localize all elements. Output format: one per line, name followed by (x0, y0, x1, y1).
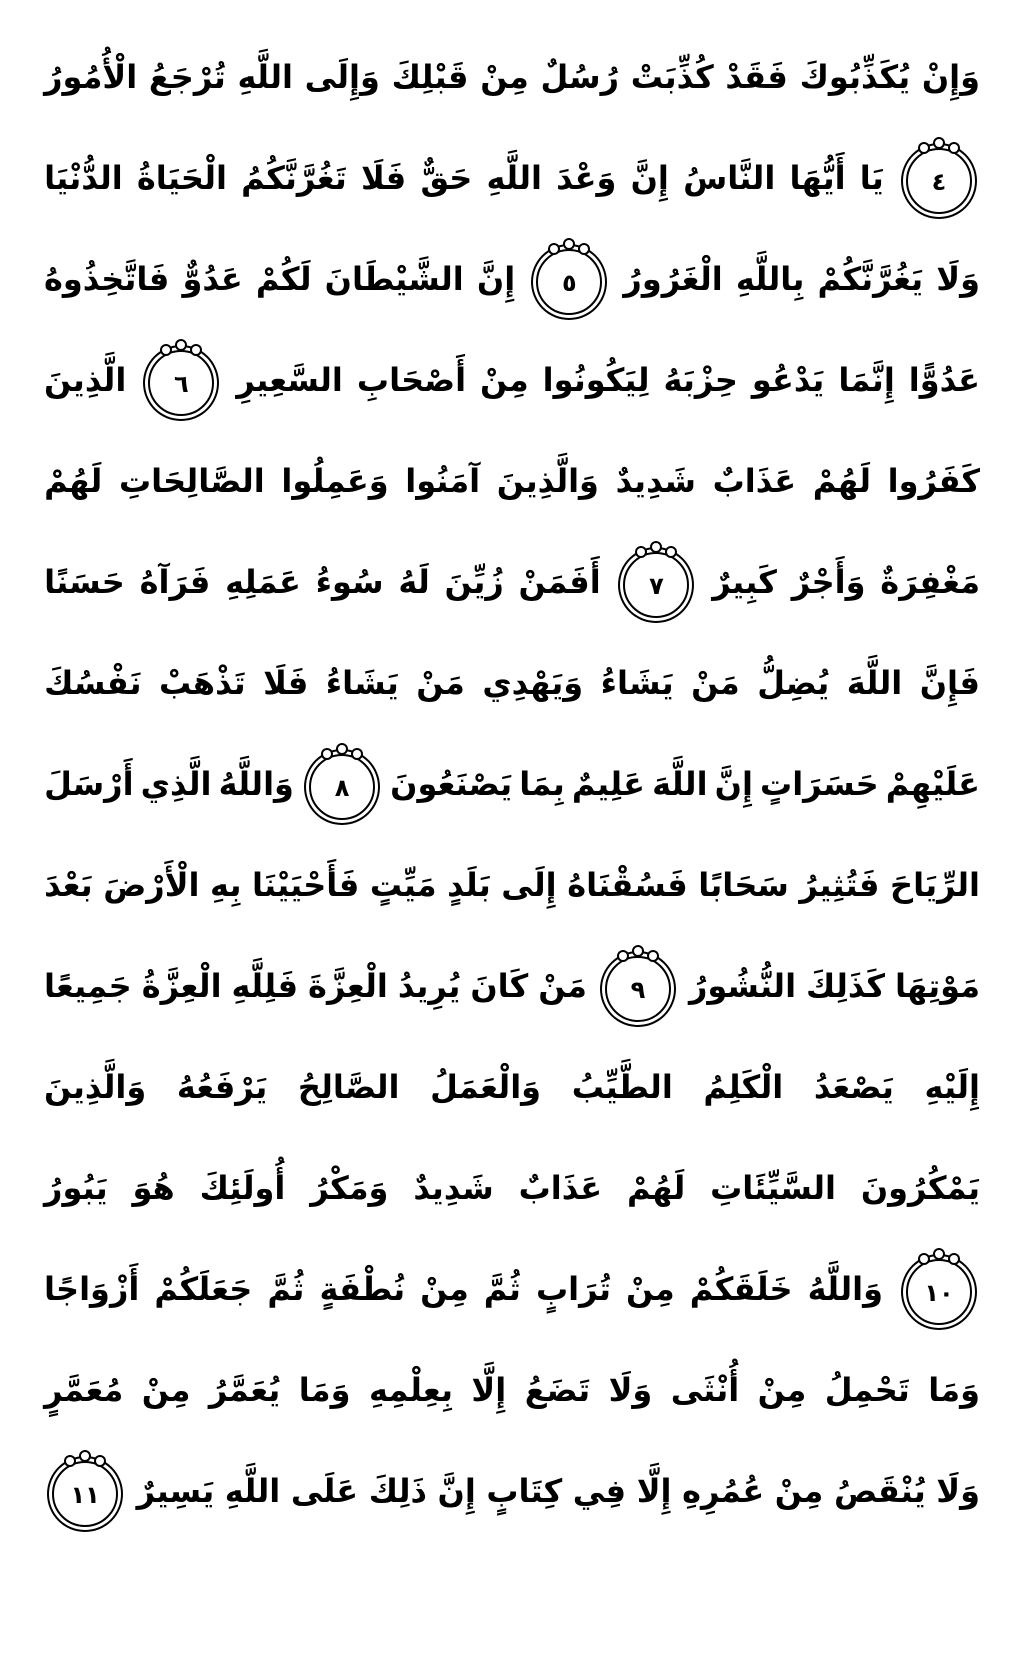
ayah-number: ٤ (931, 167, 947, 196)
quran-word: عُمُرِهِ (682, 1471, 765, 1510)
quran-word: الرِّيَاحَ (890, 865, 980, 904)
quran-word: كَذَلِكَ (806, 966, 885, 1005)
ayah-end-marker (906, 148, 972, 214)
quran-word: يَغُرَّنَّكُمْ (817, 259, 924, 298)
quran-word: وَمَا (298, 1370, 351, 1409)
quran-word: لَكُمْ (255, 259, 312, 298)
quran-word: كَانَ (470, 966, 529, 1005)
quran-word: فَأَحْيَيْنَا (252, 865, 360, 904)
quran-word: الَّذِينَ (44, 360, 127, 399)
quran-word: رُسُلٌ (540, 57, 619, 96)
text-line (44, 430, 980, 531)
quran-word: اللَّهَ (652, 764, 708, 803)
quran-word: إِلَّا (636, 1471, 672, 1510)
quran-word: يُضِلُّ (757, 663, 830, 702)
quran-word: عَدُوًّا (908, 360, 980, 399)
quran-word: إِلَى (501, 865, 557, 904)
quran-word: نُطْفَةٍ (319, 1269, 406, 1308)
quran-word: عَلَى (290, 1471, 359, 1510)
quran-word: سُوءُ (315, 562, 384, 601)
quran-word: وَالَّذِينَ (496, 461, 599, 500)
quran-word: اللَّهِ (486, 158, 542, 197)
quran-word: لَهُمْ (812, 461, 871, 500)
quran-word: وَاللَّهُ (807, 1269, 883, 1308)
quran-word: وَمَكْرُ (310, 1168, 389, 1207)
quran-word: مِنْ (141, 1370, 191, 1409)
quran-word: وَلَا (608, 1370, 653, 1409)
quran-word: تَحْمِلُ (824, 1370, 910, 1409)
quran-word: يَسِيرٌ (136, 1471, 215, 1510)
ayah-number: ٧ (649, 571, 664, 600)
quran-word: يَدْعُو (751, 360, 825, 399)
quran-word: نَفْسُكَ (44, 663, 142, 702)
quran-word: ثُمَّ (483, 1269, 521, 1308)
quran-word: إِلَيْهِ (924, 1067, 980, 1106)
quran-word: يَمْكُرُونَ (860, 1168, 980, 1207)
quran-word: النَّاسُ (683, 158, 776, 197)
quran-word: أَرْسَلَ (44, 764, 134, 803)
quran-word: تُرَابٍ (535, 1269, 611, 1308)
quran-word: إِنَّ (476, 259, 516, 298)
quran-word: يَا (859, 158, 884, 197)
quran-word: مَيِّتٍ (369, 865, 437, 904)
quran-word: لَهُ (398, 562, 430, 601)
quran-word: فَاتَّخِذُوهُ (44, 259, 170, 298)
quran-word: عَدُوٌّ (182, 259, 243, 298)
text-line (44, 1137, 980, 1238)
quran-word: حَسَرَاتٍ (760, 764, 879, 803)
quran-word: فَقَدْ (725, 57, 788, 96)
quran-word: مَنْ (416, 663, 465, 702)
quran-word: زُيِّنَ (444, 562, 504, 601)
quran-word: خَلَقَكُمْ (689, 1269, 793, 1308)
quran-word: جَعَلَكُمْ (154, 1269, 253, 1308)
quran-word: إِنَّ (437, 1471, 476, 1510)
text-line (44, 1440, 980, 1541)
ayah-number: ٨ (334, 773, 350, 802)
quran-word: كَفَرُوا (887, 461, 980, 500)
quran-word: بِاللَّهِ (735, 259, 805, 298)
quran-word: وَلَا (936, 1471, 980, 1510)
quran-word: ثُمَّ (267, 1269, 305, 1308)
quran-word: أُولَئِكَ (199, 1168, 286, 1207)
text-line (44, 127, 980, 228)
quran-word: بِعِلْمِهِ (368, 1370, 453, 1409)
quran-word: يُعَمَّرُ (208, 1370, 281, 1409)
quran-word: الْعِزَّةَ (308, 966, 388, 1005)
quran-word: فَإِنَّ (919, 663, 980, 702)
ayah-end-marker (605, 956, 671, 1022)
text-line (44, 1339, 980, 1440)
quran-word: مِنْ (757, 1370, 807, 1409)
quran-word: اللَّهِ (224, 1471, 281, 1510)
quran-word: يَشَاءُ (325, 663, 399, 702)
quran-word: يُنْقَصُ (833, 1471, 926, 1510)
quran-word: يَبُورُ (44, 1168, 108, 1207)
quran-word: يُرِيدُ (397, 966, 461, 1005)
quran-word: عَمَلِهِ (225, 562, 301, 601)
ayah-number: ٥ (561, 268, 577, 297)
quran-word: لَهُمْ (626, 1168, 686, 1207)
quran-word: يَرْفَعُهُ (176, 1067, 268, 1106)
quran-word: وَالَّذِينَ (44, 1067, 147, 1106)
quran-word: مَنْ (691, 663, 740, 702)
quran-word: هُوَ (132, 1168, 175, 1207)
quran-word: إِنَّمَا (838, 360, 895, 399)
quran-word: فَلِلَّهِ (231, 966, 299, 1005)
quran-word: حَسَنًا (44, 562, 125, 601)
quran-word: فَرَآهُ (139, 562, 211, 601)
quran-word: فَلَا (361, 158, 407, 197)
quran-word: فِي (572, 1471, 627, 1510)
quran-word: بِهِ (210, 865, 242, 904)
quran-word: أُنْثَى (670, 1370, 740, 1409)
quran-word: الصَّالِحُ (297, 1067, 400, 1106)
quran-word: الْأَرْضَ (103, 865, 200, 904)
quran-word: مَغْفِرَةٌ (880, 562, 980, 601)
quran-word: عَلَيْهِمْ (885, 764, 980, 803)
quran-word: وَإِنْ (921, 57, 980, 96)
quran-word: وَلَا (936, 259, 980, 298)
quran-word: ذَلِكَ (368, 1471, 427, 1510)
ayah-number: ٦ (173, 369, 189, 398)
quran-word: الصَّالِحَاتِ (118, 461, 265, 500)
quran-word: قَبْلِكَ (391, 57, 469, 96)
text-line (44, 531, 980, 632)
quran-word: الشَّيْطَانَ (324, 259, 464, 298)
quran-word: فَلَا (263, 663, 309, 702)
quran-word: مِنْ (480, 360, 529, 399)
quran-word: أَفَمَنْ (518, 562, 601, 601)
text-line (44, 733, 980, 834)
quran-word: وَعْدَ (556, 158, 617, 197)
ayah-end-marker (148, 350, 214, 416)
quran-word: مِنْ (774, 1471, 824, 1510)
quran-word: يَصْنَعُونَ (390, 764, 513, 803)
quran-word: كُذِّبَتْ (630, 57, 714, 96)
text-line (44, 26, 980, 127)
quran-word: أَصْحَابِ (356, 360, 467, 399)
quran-word: بِمَا (519, 764, 565, 803)
quran-word: أَزْوَاجًا (44, 1269, 140, 1308)
quran-word: وَاللَّهُ (218, 764, 294, 803)
quran-word: تَغُرَّنَّكُمُ (241, 158, 347, 197)
text-line (44, 834, 980, 935)
quran-word: وَعَمِلُوا (281, 461, 389, 500)
quran-word: عَلِيمٌ (571, 764, 645, 803)
quran-word: اللَّهِ (237, 57, 293, 96)
quran-word: وَيَهْدِي (482, 663, 584, 702)
ayah-end-marker (309, 754, 375, 820)
ayah-end-marker (623, 552, 689, 618)
text-line (44, 228, 980, 329)
quran-word: الدُّنْيَا (44, 158, 123, 197)
text-block (44, 26, 980, 1541)
quran-word: حِزْبَهُ (663, 360, 738, 399)
quran-word: وَالْعَمَلُ (430, 1067, 542, 1106)
text-line (44, 1238, 980, 1339)
quran-word: شَدِيدٌ (615, 461, 697, 500)
quran-word: يَصْعَدُ (813, 1067, 894, 1106)
quran-word: السَّعِيرِ (236, 360, 343, 399)
quran-word: تَضَعُ (524, 1370, 591, 1409)
ayah-end-marker (536, 249, 602, 315)
quran-word: مِنْ (626, 1269, 675, 1308)
quran-word: وَأَجْرٌ (791, 562, 866, 601)
quran-word: تَذْهَبْ (159, 663, 246, 702)
quran-word: وَمَا (928, 1370, 980, 1409)
quran-word: حَقٌّ (420, 158, 473, 197)
ayah-end-marker (52, 1461, 118, 1527)
quran-word: إِنَّ (630, 158, 669, 197)
quran-word: مَوْتِهَا (894, 966, 980, 1005)
quran-word: جَمِيعًا (44, 966, 132, 1005)
quran-word: لَهُمْ (44, 461, 103, 500)
quran-word: عَذَابٌ (712, 461, 797, 500)
quran-word: مَنْ (538, 966, 587, 1005)
quran-word: النُّشُورُ (688, 966, 797, 1005)
text-line (44, 1036, 980, 1137)
quran-word: يُكَذِّبُوكَ (799, 57, 911, 96)
quran-word: الطَّيِّبُ (571, 1067, 673, 1106)
quran-word: سَحَابًا (698, 865, 789, 904)
quran-word: فَتُثِيرُ (799, 865, 880, 904)
quran-word: أَيُّهَا (789, 158, 846, 197)
text-line (44, 935, 980, 1036)
quran-word: وَإِلَى (304, 57, 380, 96)
quran-word: مُعَمَّرٍ (44, 1370, 124, 1409)
quran-word: الَّذِي (140, 764, 212, 803)
quran-word: الْحَيَاةُ (136, 158, 227, 197)
ayah-number: ١٠ (924, 1278, 954, 1307)
quran-word: شَدِيدٌ (413, 1168, 494, 1207)
quran-word: إِلَّا (471, 1370, 507, 1409)
quran-word: آمَنُوا (405, 461, 481, 500)
quran-word: لِيَكُونُوا (542, 360, 650, 399)
quran-word: مِنْ (480, 57, 529, 96)
quran-word: فَسُقْنَاهُ (567, 865, 688, 904)
text-line (44, 632, 980, 733)
quran-word: بَلَدٍ (447, 865, 491, 904)
ayah-end-marker (906, 1259, 972, 1325)
text-line (44, 329, 980, 430)
quran-word: عَذَابٌ (518, 1168, 603, 1207)
quran-word: مِنْ (420, 1269, 469, 1308)
quran-word: الْأُمُورُ (44, 57, 138, 96)
quran-word: السَّيِّئَاتِ (710, 1168, 836, 1207)
quran-word: بَعْدَ (44, 865, 93, 904)
quran-word: إِنَّ (714, 764, 753, 803)
quran-word: يَشَاءُ (600, 663, 674, 702)
quran-word: كَبِيرٌ (712, 562, 777, 601)
quran-word: الْعِزَّةُ (141, 966, 222, 1005)
ayah-number: ٩ (630, 975, 646, 1004)
quran-word: كِتَابٍ (486, 1471, 563, 1510)
quran-word: تُرْجَعُ (148, 57, 226, 96)
quran-word: الْكَلِمُ (703, 1067, 784, 1106)
ayah-number: ١١ (70, 1480, 100, 1509)
quran-word: اللَّهَ (846, 663, 903, 702)
quran-word: الْغَرُورُ (623, 259, 723, 298)
